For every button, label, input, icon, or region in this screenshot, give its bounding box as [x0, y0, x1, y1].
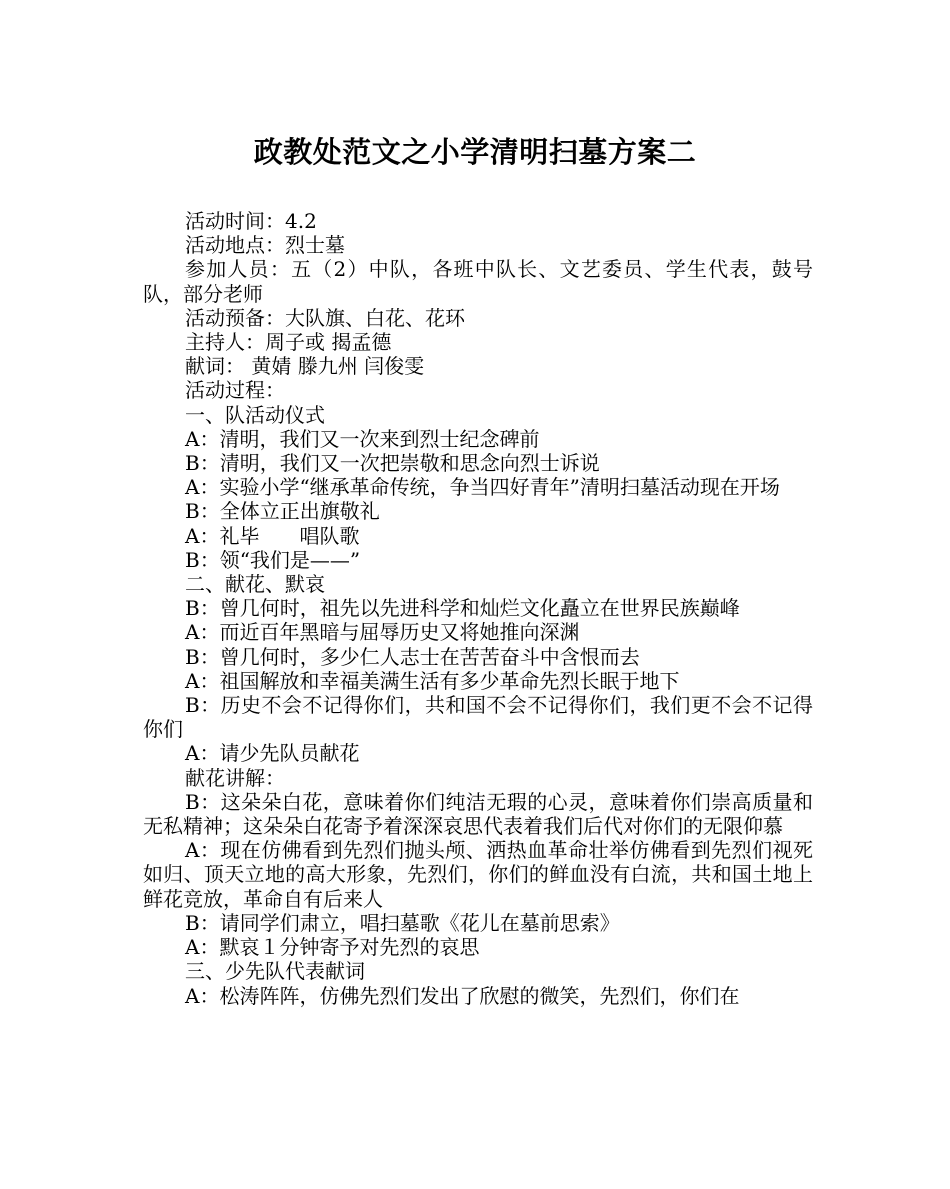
- paragraph-line: B：曾几何时，多少仁人志士在苦苦奋斗中含恨而去: [185, 644, 640, 669]
- paragraph-line: A：请少先队员献花: [185, 741, 360, 766]
- paragraph-line: A：松涛阵阵，仿佛先烈们发出了欣慰的微笑，先烈们，你们在: [185, 983, 740, 1008]
- paragraph-process-heading: 活动过程：: [185, 378, 285, 403]
- paragraph-line: A：祖国解放和幸福美满生活有多少革命先烈长眠于地下: [185, 668, 680, 693]
- paragraph-line: A：现在仿佛看到先烈们抛头颅、洒热血革命壮举仿佛看到先烈们视死如归、顶天立地的高大形象，先烈们，你们的鲜血没有白流，共和国土地上鲜花竞放，革命自有后来人: [143, 838, 813, 911]
- paragraph-line: A：而近百年黑暗与屈辱历史又将她推向深渊: [185, 620, 580, 645]
- paragraph-line: B：清明，我们又一次把崇敬和思念向烈士诉说: [185, 451, 600, 476]
- paragraph-activity-time: 活动时间：4.2: [185, 209, 317, 233]
- paragraph-speech-givers: 献词： 黄婧 滕九州 闫俊雯: [185, 354, 425, 379]
- paragraph-line: B：领“我们是——”: [185, 547, 361, 572]
- paragraph-participants: 参加人员：五（2）中队，各班中队长、文艺委员、学生代表，鼓号队，部分老师: [143, 257, 813, 306]
- paragraph-preparation: 活动预备：大队旗、白花、花环: [185, 305, 465, 330]
- document-body: [143, 209, 813, 1008]
- paragraph-host: 主持人：周子或 揭孟德: [185, 330, 392, 355]
- paragraph-line: B：曾几何时，祖先以先进科学和灿烂文化矗立在世界民族巅峰: [185, 596, 740, 621]
- paragraph-line: B：全体立正出旗敬礼: [185, 499, 380, 524]
- paragraph-line: A：礼毕 唱队歌: [185, 523, 360, 548]
- paragraph-line: A：清明，我们又一次来到烈士纪念碑前: [185, 426, 540, 451]
- paragraph-line: A：实验小学“继承革命传统，争当四好青年”清明扫墓活动现在开场: [185, 475, 780, 500]
- paragraph-line: A：默哀１分钟寄予对先烈的哀思: [185, 935, 480, 960]
- paragraph-flower-explanation-heading: 献花讲解：: [185, 765, 285, 790]
- paragraph-line: B：请同学们肃立，唱扫墓歌《花儿在墓前思索》: [185, 910, 620, 935]
- section-heading-ceremony: 一、队活动仪式: [185, 402, 325, 427]
- paragraph-line: B：这朵朵白花，意味着你们纯洁无瑕的心灵，意味着你们崇高质量和无私精神；这朵朵白花寄予着深深哀思代表着我们后代对你们的无限仰慕: [143, 789, 813, 839]
- page-title: 政教处范文之小学清明扫墓方案二: [253, 135, 697, 169]
- section-heading-speech: 三、少先队代表献词: [185, 959, 365, 984]
- paragraph-activity-location: 活动地点：烈士墓: [185, 233, 345, 258]
- section-heading-flowers: 二、献花、默哀: [185, 572, 325, 597]
- paragraph-line: B：历史不会不记得你们，共和国不会不记得你们，我们更不会不记得你们: [143, 693, 813, 742]
